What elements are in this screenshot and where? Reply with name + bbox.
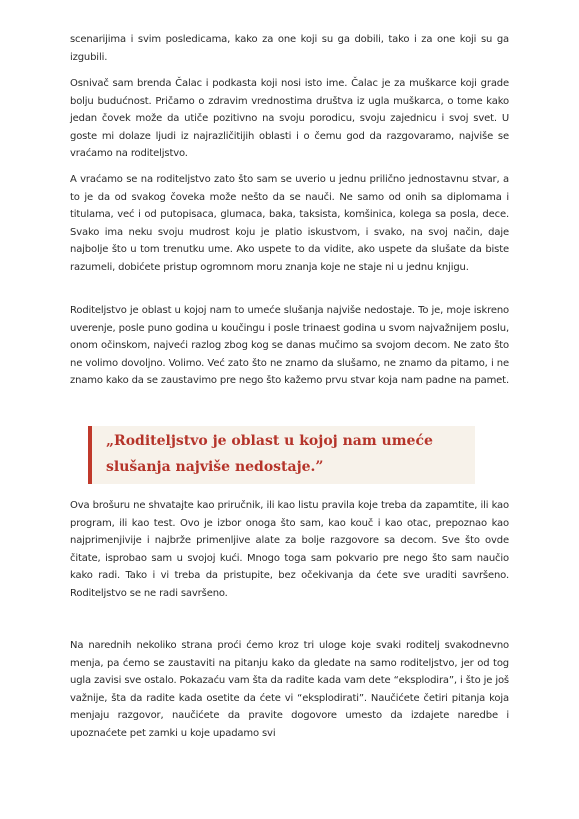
- body-paragraph: Ova brošuru ne shvatajte kao priručnik, ili kao listu pravila koje treba da zapamtite, ili kao program, ili kao test. Ovo je izbor onoga što sam, kao kouč i kao otac, prepoznao kao najprimenjivije i najbrže primenljive alate za bolje razgovore sa decom. Sve što ovde čitate, isprobao sam u svojoj kući. Mnogo toga sam pokvario pre nego što sam naučio kako radi. Tako i vi treba da pristupite, bez očekivanja da ćete sve uraditi savršeno. Roditeljstvo se ne radi savršeno.: [70, 500, 509, 599]
- body-paragraph: scenarijima i svim posledicama, kako za one koji su ga dobili, tako i za one koji su ga izgubili.: [70, 34, 509, 63]
- body-paragraph: Roditeljstvo je oblast u kojoj nam to umeće slušanja najviše nedostaje. To je, moje iskreno uverenje, posle puno godina u koučingu i posle trinaest godina u svom najvažnijem poslu, onom očinskom, najveći razlog zbog kog se danas mučimo sa svojom decom. Ne zato što ne volimo dovoljno. Volimo. Već zato što ne znamo da slušamo, ne znamo da pitamo, i ne znamo kako da se zaustavimo pre nego što kažemo prvu stvar koja nam padne na pamet.: [70, 305, 509, 386]
- body-paragraph: Osnivač sam brenda Čalac i podkasta koji nosi isto ime. Čalac je za muškarce koji grade bolju budućnost. Pričamo o zdravim vrednostima društva iz ugla muškarca, o tome kako jedan čovek može da utiče pozitivno na svoju porodicu, svoju zajednicu i svoj svet. U goste mi dolaze ljudi iz najrazličitijih oblasti i o čemu god da razgovaramo, najviše se vraćamo na roditeljstvo.: [70, 78, 509, 159]
- body-paragraph: Na narednih nekoliko strana proći ćemo kroz tri uloge koje svaki roditelj svakodnevno menja, pa ćemo se zaustaviti na pitanju kako da gledate na samo roditeljstvo, jer od tog ugla zavisi sve ostalo. Pokazaću vam šta da radite kada vam dete “eksplodira”, i što je još važnije, šta da radite kada osetite da ćete vi “eksplodirati”. Naučićete četiri pitanja koja menjaju razgovor, naučićete da pravite dogovore umesto da izdajete naredbe i upoznaćete pet zamki u koje upadamo svi: [70, 640, 509, 739]
- body-paragraph: A vraćamo se na roditeljstvo zato što sam se uverio u jednu prilično jednostavnu stvar, a to je da od svakog čoveka može nešto da se nauči. Ne samo od onih sa diplomama i titulama, već i od putopisaca, glumaca, baka, taksista, komšinica, kolega sa posla, dece. Svako ima neku svoju mudrost koju je platio iskustvom, i svako, na svoj način, daje najbolje što u tom trenutku ume. Ako uspete to da vidite, ako uspete da slušate da biste razumeli, dobićete pristup ogromnom moru znanja koje ne staje ni u jednu knjigu.: [70, 174, 509, 273]
- pull-quote: [88, 426, 475, 484]
- pull-quote-text: „Roditeljstvo je oblast u kojoj nam umeće slušanja najviše nedostaje.”: [106, 433, 433, 475]
